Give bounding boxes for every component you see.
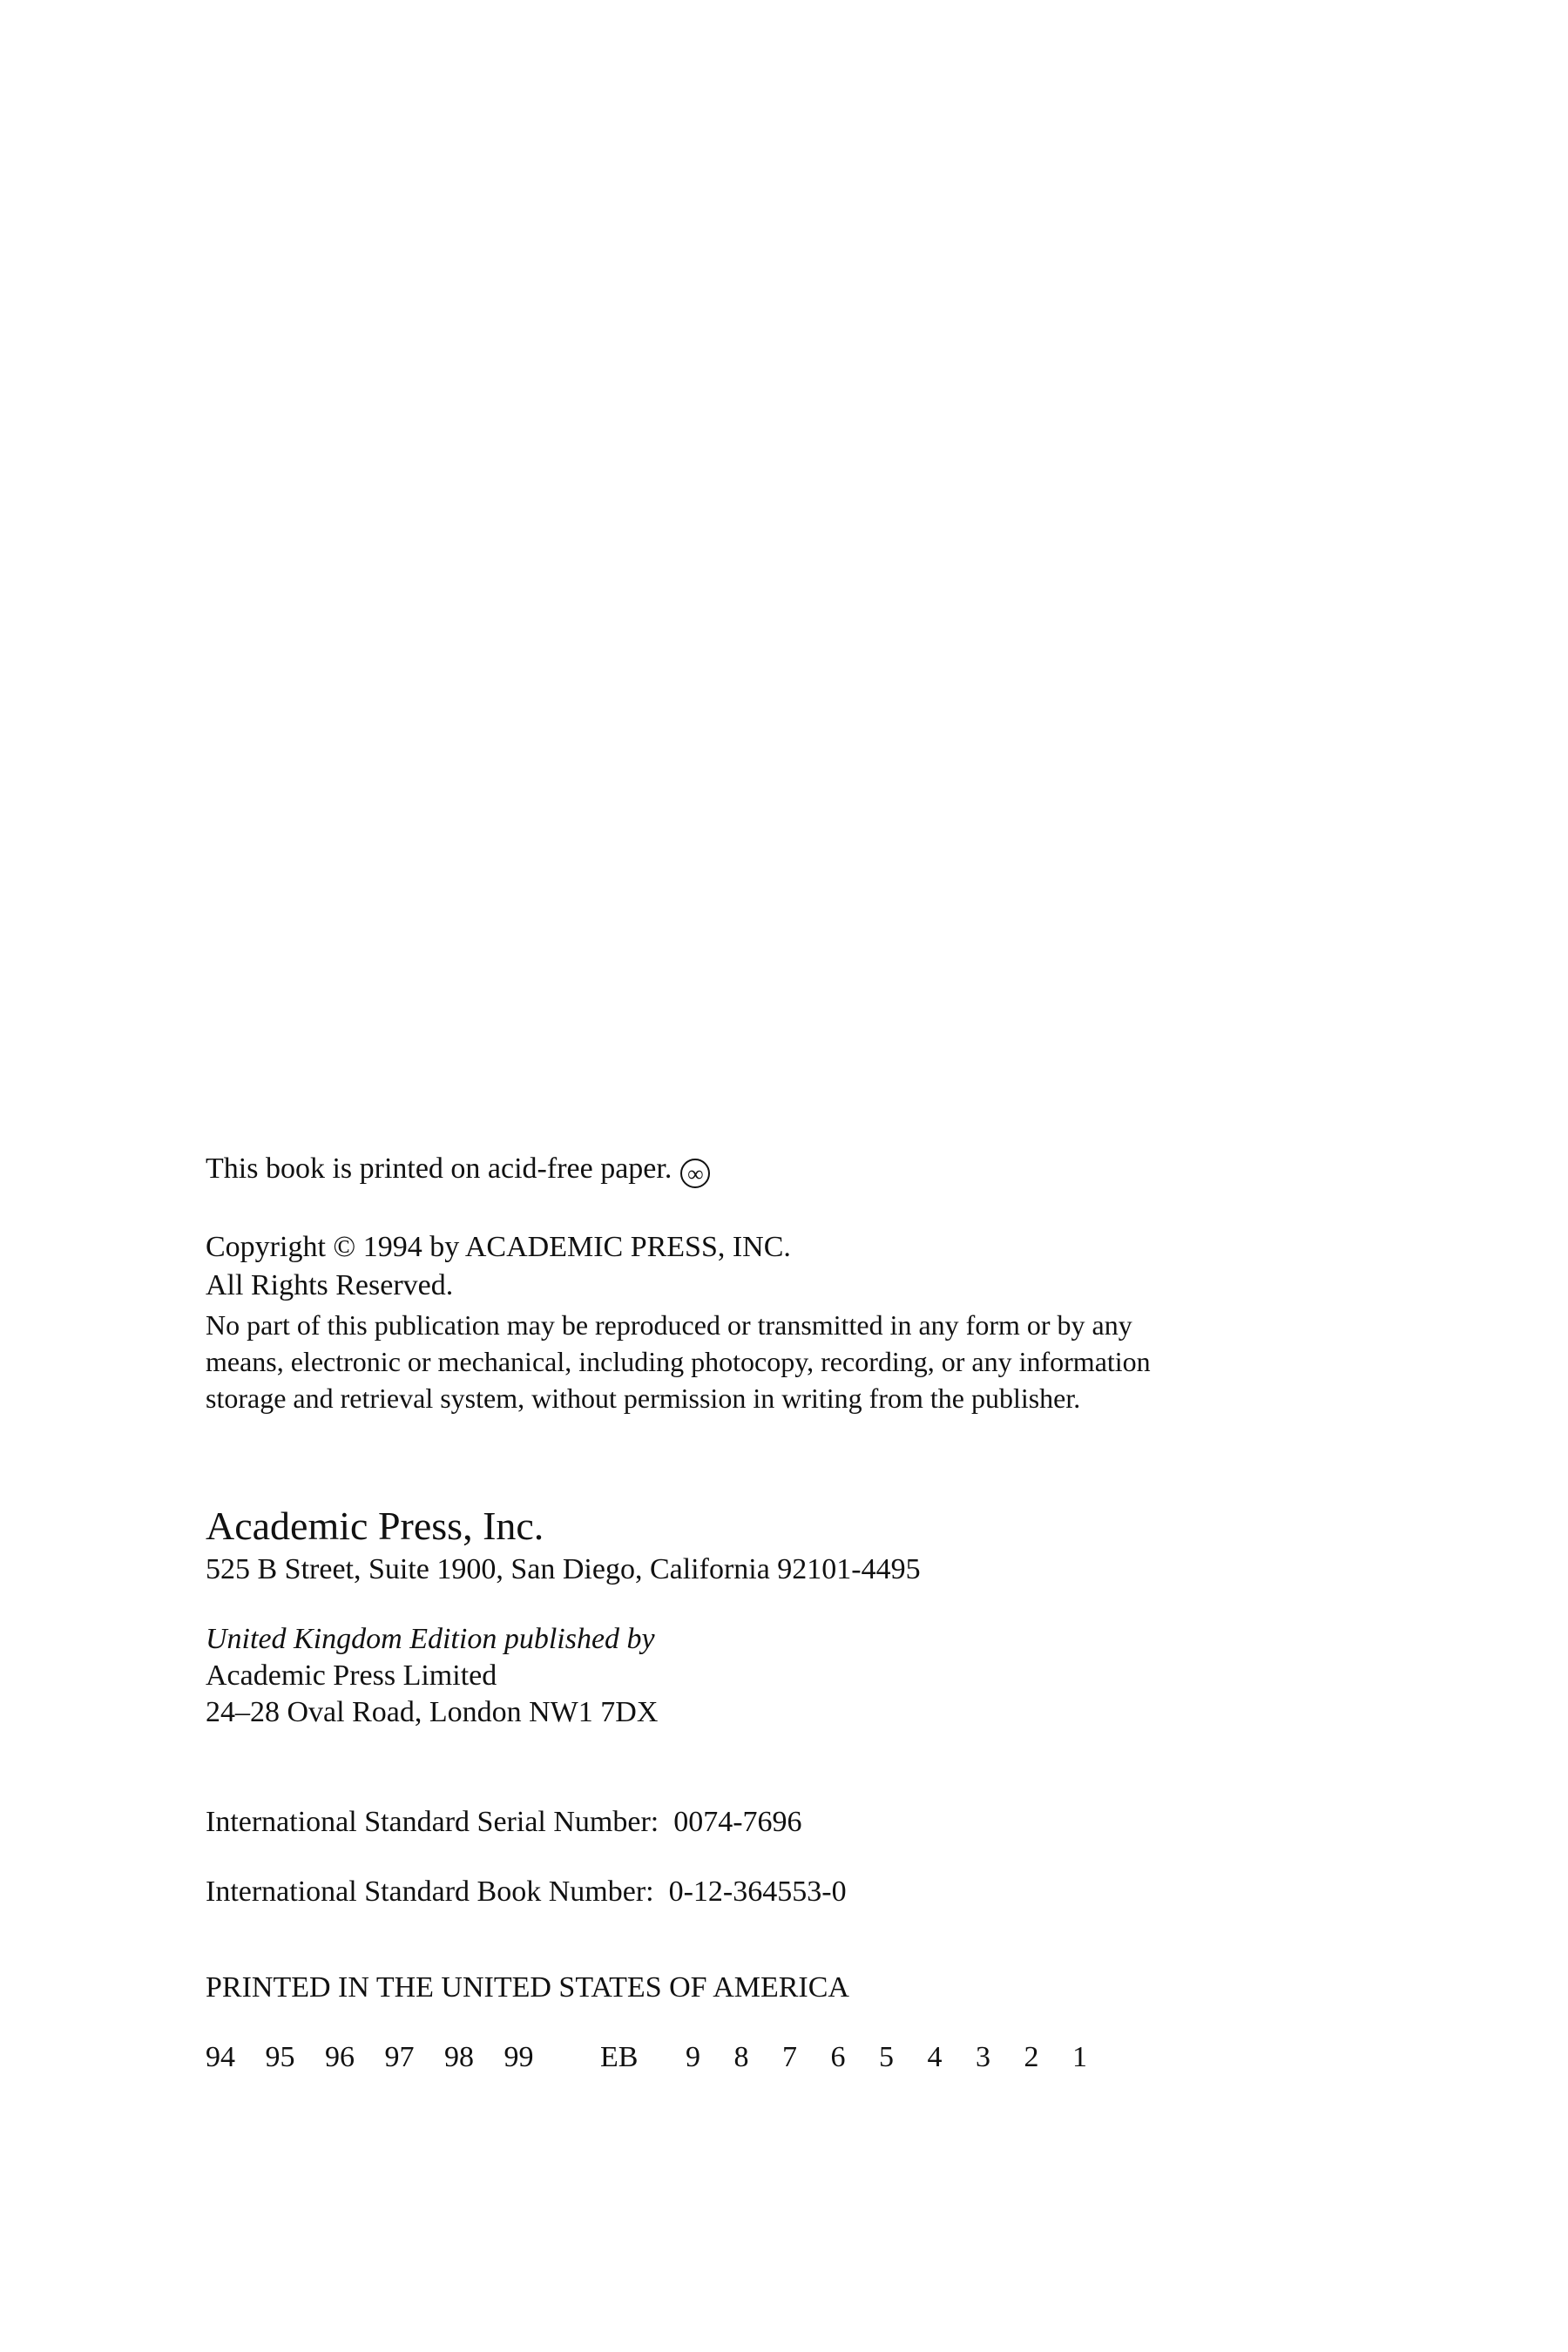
notice-line: means, electronic or mechanical, including photocopy, recording, or any information bbox=[206, 1346, 1151, 1377]
printing-line bbox=[206, 2040, 1113, 2075]
impression-number: 7 bbox=[781, 2041, 797, 2073]
publisher-address: 525 B Street, Suite 1900, San Diego, California 92101-4495 bbox=[206, 1553, 921, 1585]
impression-number: 3 bbox=[975, 2041, 990, 2073]
uk-edition-label: United Kingdom Edition published by bbox=[206, 1623, 655, 1655]
rights-reserved: All Rights Reserved. bbox=[206, 1269, 454, 1301]
impression-number: 6 bbox=[830, 2041, 846, 2073]
issn-line: International Standard Serial Number: 0074-7696 bbox=[206, 1806, 802, 1838]
impression-numbers bbox=[678, 2041, 1113, 2073]
uk-publisher-name: Academic Press Limited bbox=[206, 1659, 497, 1692]
impression-number: 5 bbox=[878, 2041, 894, 2073]
notice-line: No part of this publication may be reproduced or transmitted in any form or by any bbox=[206, 1309, 1132, 1341]
infinity-icon: ∞ bbox=[680, 1159, 710, 1188]
printing-years bbox=[206, 2041, 564, 2073]
isbn-line: International Standard Book Number: 0-12-364553-0 bbox=[206, 1876, 847, 1908]
reproduction-notice bbox=[206, 1307, 1338, 1416]
printing-year: 99 bbox=[504, 2041, 534, 2073]
printing-year: 95 bbox=[265, 2041, 295, 2073]
publisher-name: Academic Press, Inc. bbox=[206, 1504, 544, 1548]
uk-publisher-address: 24–28 Oval Road, London NW1 7DX bbox=[206, 1696, 659, 1728]
impression-number: 8 bbox=[733, 2041, 749, 2073]
printing-year: 94 bbox=[206, 2041, 235, 2073]
impression-number: 9 bbox=[685, 2041, 700, 2073]
printed-in-notice: PRINTED IN THE UNITED STATES OF AMERICA bbox=[206, 1971, 849, 2004]
impression-number: 2 bbox=[1024, 2041, 1039, 2073]
copyright-line: Copyright © 1994 by ACADEMIC PRESS, INC. bbox=[206, 1231, 791, 1263]
printing-year: 96 bbox=[325, 2041, 355, 2073]
acid-free-notice bbox=[206, 1152, 710, 1188]
acid-free-text: This book is printed on acid-free paper. bbox=[206, 1152, 672, 1185]
printing-year: 98 bbox=[444, 2041, 474, 2073]
impression-number: 1 bbox=[1071, 2041, 1087, 2073]
printer-code: EB bbox=[600, 2041, 639, 2073]
printing-year: 97 bbox=[384, 2041, 415, 2073]
impression-number: 4 bbox=[927, 2041, 943, 2073]
notice-line: storage and retrieval system, without permission in writing from the publisher. bbox=[206, 1382, 1081, 1414]
